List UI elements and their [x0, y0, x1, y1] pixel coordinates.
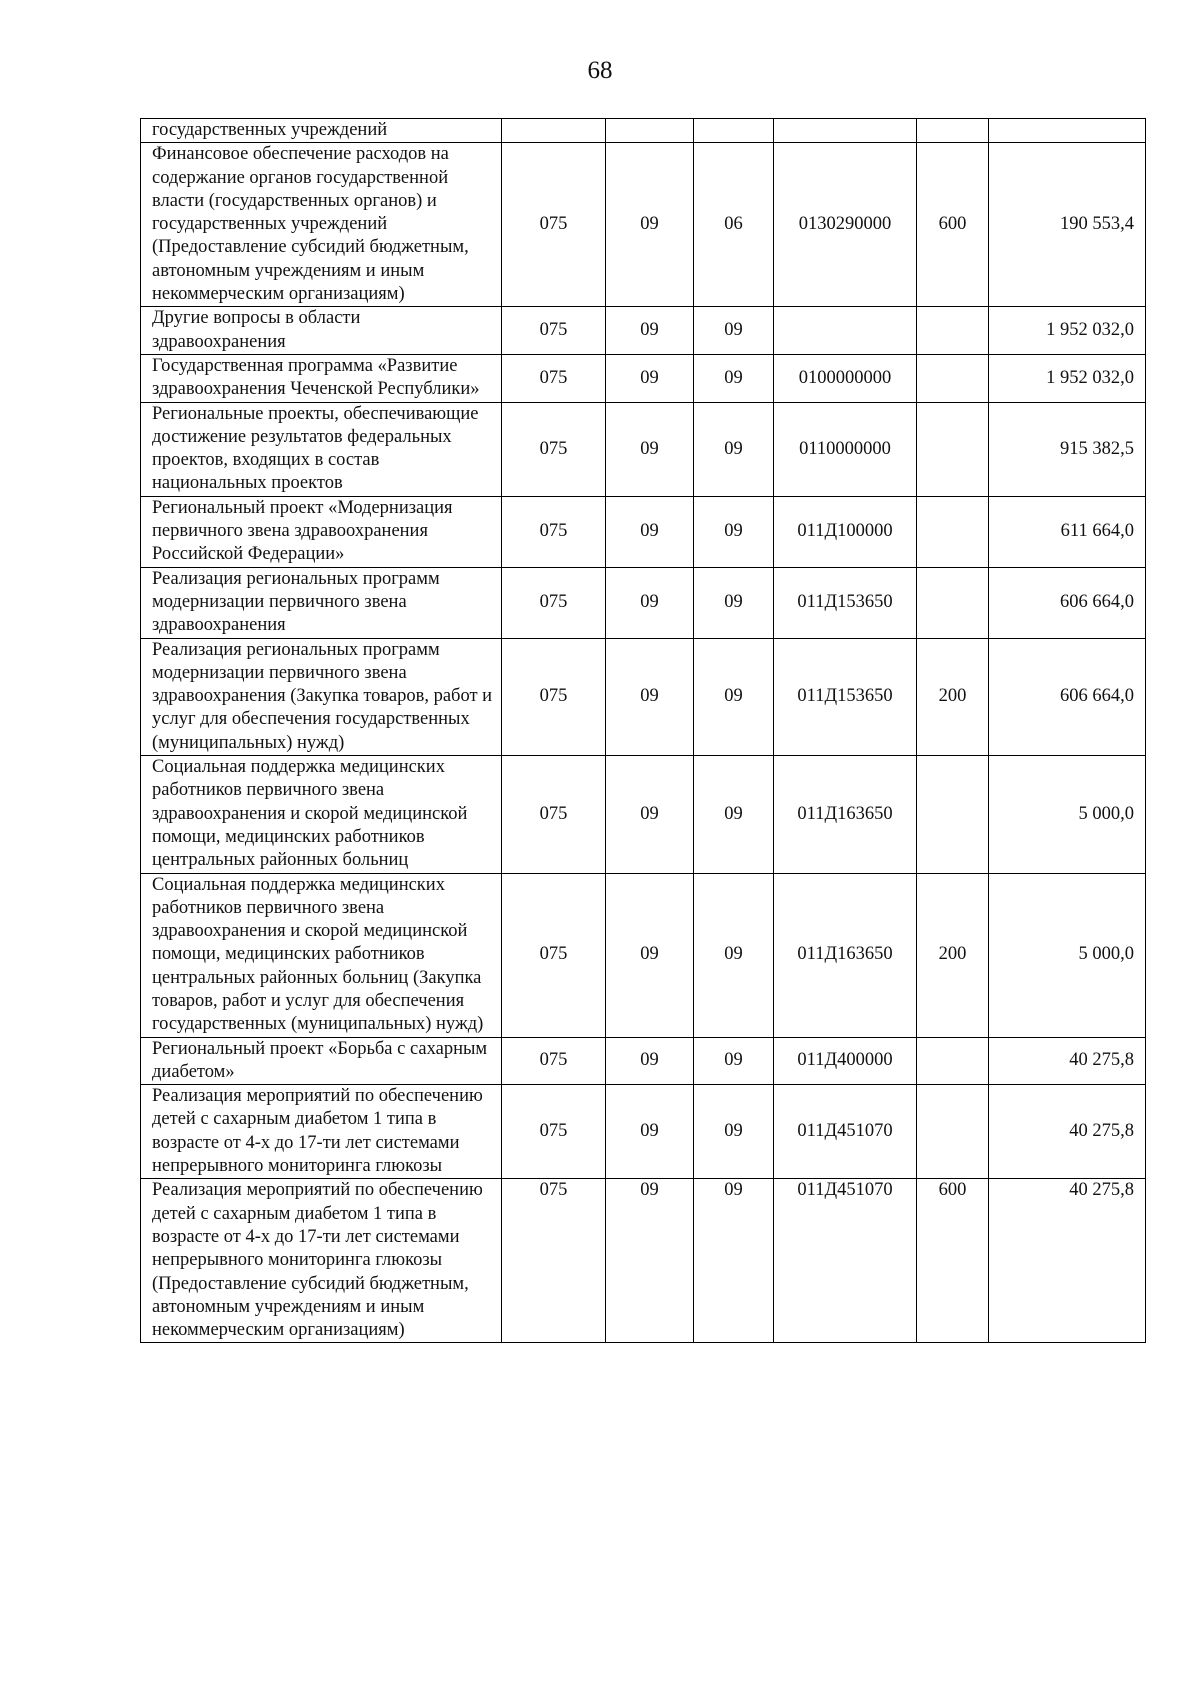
target-code: 011Д100000 [774, 496, 917, 567]
amount: 915 382,5 [989, 402, 1146, 496]
expense-type-code [917, 119, 989, 143]
table-row [141, 119, 1146, 143]
section-code: 09 [606, 496, 694, 567]
section-code: 09 [606, 143, 694, 307]
target-code: 0110000000 [774, 402, 917, 496]
subsection-code: 09 [694, 567, 774, 638]
amount: 40 275,8 [989, 1179, 1146, 1343]
table-row [141, 496, 1146, 567]
target-code: 011Д451070 [774, 1179, 917, 1343]
subsection-code: 09 [694, 1037, 774, 1085]
section-code: 09 [606, 1037, 694, 1085]
target-code: 011Д153650 [774, 638, 917, 755]
table-row [141, 307, 1146, 355]
admin-code: 075 [502, 1179, 606, 1343]
section-code: 09 [606, 402, 694, 496]
subsection-code: 09 [694, 1179, 774, 1343]
subsection-code: 09 [694, 1085, 774, 1179]
target-code [774, 307, 917, 355]
section-code: 09 [606, 873, 694, 1037]
row-name: Реализация региональных программ модернизации первичного звена здравоохранения [141, 567, 502, 638]
expense-type-code: 200 [917, 873, 989, 1037]
amount: 606 664,0 [989, 567, 1146, 638]
row-name: Государственная программа «Развитие здравоохранения Чеченской Республики» [141, 354, 502, 402]
table-row [141, 354, 1146, 402]
admin-code: 075 [502, 402, 606, 496]
subsection-code: 09 [694, 756, 774, 873]
row-name: Реализация мероприятий по обеспечению детей с сахарным диабетом 1 типа в возрасте от 4-х до 17-ти лет системами непрерывного мониторинга глюкозы (Предоставление субсидий бюджетным, автономным учреждениям и иным некоммерческим организациям) [141, 1179, 502, 1343]
section-code: 09 [606, 756, 694, 873]
section-code: 09 [606, 354, 694, 402]
amount: 611 664,0 [989, 496, 1146, 567]
amount [989, 119, 1146, 143]
row-name: Социальная поддержка медицинских работников первичного звена здравоохранения и скорой медицинской помощи, медицинских работников центральных районных больниц [141, 756, 502, 873]
target-code: 0100000000 [774, 354, 917, 402]
subsection-code: 06 [694, 143, 774, 307]
row-name: Другие вопросы в области здравоохранения [141, 307, 502, 355]
expense-type-code [917, 567, 989, 638]
table-row [141, 1085, 1146, 1179]
budget-table [140, 118, 1146, 1343]
row-name: Региональный проект «Борьба с сахарным диабетом» [141, 1037, 502, 1085]
admin-code: 075 [502, 1085, 606, 1179]
target-code: 011Д163650 [774, 756, 917, 873]
target-code: 0130290000 [774, 143, 917, 307]
section-code: 09 [606, 1085, 694, 1179]
admin-code: 075 [502, 354, 606, 402]
section-code: 09 [606, 567, 694, 638]
expense-type-code: 600 [917, 143, 989, 307]
amount: 40 275,8 [989, 1085, 1146, 1179]
expense-type-code: 600 [917, 1179, 989, 1343]
target-code: 011Д400000 [774, 1037, 917, 1085]
amount: 1 952 032,0 [989, 354, 1146, 402]
amount: 606 664,0 [989, 638, 1146, 755]
amount: 5 000,0 [989, 756, 1146, 873]
table-row [141, 1037, 1146, 1085]
admin-code: 075 [502, 873, 606, 1037]
row-name: Социальная поддержка медицинских работников первичного звена здравоохранения и скорой медицинской помощи, медицинских работников центральных районных больниц (Закупка товаров, работ и услуг для обеспечения государственных (муниципальных) нужд) [141, 873, 502, 1037]
expense-type-code [917, 1085, 989, 1179]
subsection-code: 09 [694, 307, 774, 355]
expense-type-code [917, 496, 989, 567]
expense-type-code [917, 756, 989, 873]
subsection-code: 09 [694, 873, 774, 1037]
subsection-code [694, 119, 774, 143]
expense-type-code [917, 1037, 989, 1085]
admin-code: 075 [502, 567, 606, 638]
subsection-code: 09 [694, 354, 774, 402]
amount: 190 553,4 [989, 143, 1146, 307]
admin-code: 075 [502, 307, 606, 355]
expense-type-code [917, 307, 989, 355]
row-name: Реализация мероприятий по обеспечению детей с сахарным диабетом 1 типа в возрасте от 4-х до 17-ти лет системами непрерывного мониторинга глюкозы [141, 1085, 502, 1179]
row-name: Финансовое обеспечение расходов на содержание органов государственной власти (государственных органов) и государственных учреждений (Предоставление субсидий бюджетным, автономным учреждениям и иным некоммерческим организациям) [141, 143, 502, 307]
section-code: 09 [606, 1179, 694, 1343]
amount: 1 952 032,0 [989, 307, 1146, 355]
page-number: 68 [587, 57, 613, 84]
section-code: 09 [606, 307, 694, 355]
table-row [141, 143, 1146, 307]
admin-code: 075 [502, 1037, 606, 1085]
subsection-code: 09 [694, 638, 774, 755]
row-name: Региональный проект «Модернизация первичного звена здравоохранения Российской Федерации» [141, 496, 502, 567]
table-row [141, 756, 1146, 873]
row-name: Реализация региональных программ модернизации первичного звена здравоохранения (Закупка товаров, работ и услуг для обеспечения государственных (муниципальных) нужд) [141, 638, 502, 755]
admin-code: 075 [502, 496, 606, 567]
admin-code [502, 119, 606, 143]
table-row [141, 567, 1146, 638]
admin-code: 075 [502, 143, 606, 307]
target-code: 011Д153650 [774, 567, 917, 638]
table-row [141, 873, 1146, 1037]
target-code: 011Д163650 [774, 873, 917, 1037]
row-name: государственных учреждений [141, 119, 502, 143]
section-code [606, 119, 694, 143]
table-row [141, 1179, 1146, 1343]
amount: 40 275,8 [989, 1037, 1146, 1085]
amount: 5 000,0 [989, 873, 1146, 1037]
row-name: Региональные проекты, обеспечивающие достижение результатов федеральных проектов, входящих в состав национальных проектов [141, 402, 502, 496]
expense-type-code: 200 [917, 638, 989, 755]
admin-code: 075 [502, 756, 606, 873]
table-row [141, 402, 1146, 496]
section-code: 09 [606, 638, 694, 755]
target-code [774, 119, 917, 143]
subsection-code: 09 [694, 402, 774, 496]
expense-type-code [917, 402, 989, 496]
table-row [141, 638, 1146, 755]
subsection-code: 09 [694, 496, 774, 567]
expense-type-code [917, 354, 989, 402]
target-code: 011Д451070 [774, 1085, 917, 1179]
admin-code: 075 [502, 638, 606, 755]
